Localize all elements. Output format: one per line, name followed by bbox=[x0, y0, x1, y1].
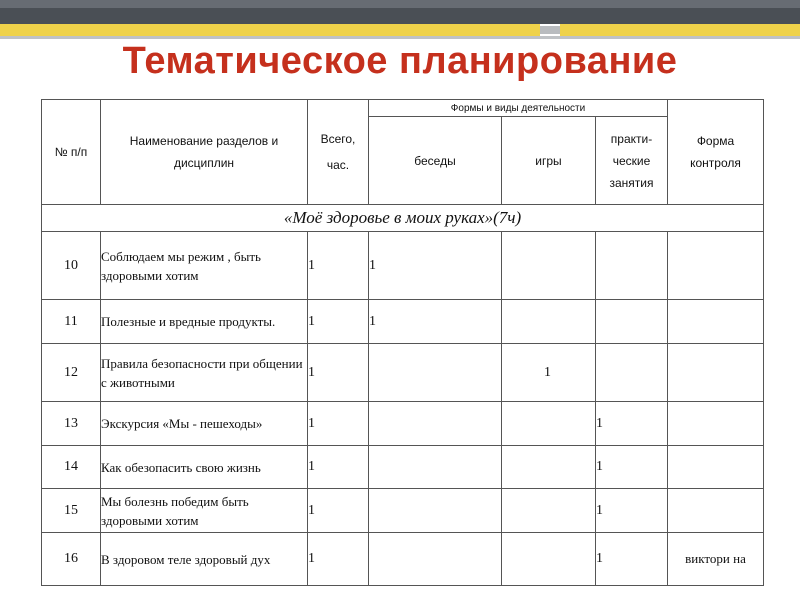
row-num: 16 bbox=[42, 533, 101, 586]
table-row bbox=[42, 232, 764, 300]
header-total bbox=[308, 100, 369, 205]
row-topic: Полезные и вредные продукты. bbox=[101, 300, 308, 344]
row-num: 10 bbox=[42, 232, 101, 300]
row-practice bbox=[596, 300, 668, 344]
row-practice: 1 bbox=[596, 533, 668, 586]
row-games: 1 bbox=[502, 344, 596, 402]
section-title: «Моё здоровье в моих руках»(7ч) bbox=[42, 205, 764, 232]
row-practice: 1 bbox=[596, 489, 668, 533]
header-total-line1: Всего, bbox=[320, 132, 356, 146]
row-num: 13 bbox=[42, 402, 101, 446]
row-talks bbox=[369, 344, 502, 402]
header-num: № п/п bbox=[42, 100, 101, 205]
row-talks: 1 bbox=[369, 232, 502, 300]
header-total-line2: час. bbox=[326, 158, 350, 172]
row-topic: В здоровом теле здоровый дух bbox=[101, 533, 308, 586]
row-total: 1 bbox=[308, 489, 369, 533]
row-total: 1 bbox=[308, 344, 369, 402]
row-total: 1 bbox=[308, 533, 369, 586]
planning-table bbox=[41, 99, 764, 586]
section-row bbox=[42, 205, 764, 232]
row-control bbox=[668, 402, 764, 446]
row-games bbox=[502, 446, 596, 489]
row-control bbox=[668, 344, 764, 402]
row-practice bbox=[596, 232, 668, 300]
header-control: Форма контроля bbox=[668, 100, 764, 205]
row-practice: 1 bbox=[596, 446, 668, 489]
table-row bbox=[42, 533, 764, 586]
row-practice bbox=[596, 344, 668, 402]
table-row bbox=[42, 300, 764, 344]
row-total: 1 bbox=[308, 446, 369, 489]
header-practice: практи-ческие занятия bbox=[596, 117, 668, 205]
row-total: 1 bbox=[308, 402, 369, 446]
row-games bbox=[502, 232, 596, 300]
row-talks: 1 bbox=[369, 300, 502, 344]
row-topic: Как обезопасить свою жизнь bbox=[101, 446, 308, 489]
table-row bbox=[42, 446, 764, 489]
header-bar-highlight bbox=[0, 0, 800, 8]
row-games bbox=[502, 300, 596, 344]
row-control bbox=[668, 300, 764, 344]
row-num: 11 bbox=[42, 300, 101, 344]
row-control bbox=[668, 446, 764, 489]
header-talks: беседы bbox=[369, 117, 502, 205]
row-talks bbox=[369, 446, 502, 489]
header-forms-group: Формы и виды деятельности bbox=[369, 100, 668, 117]
row-games bbox=[502, 533, 596, 586]
row-games bbox=[502, 402, 596, 446]
row-topic: Соблюдаем мы режим , быть здоровыми хотим bbox=[101, 232, 308, 300]
row-topic: Экскурсия «Мы - пешеходы» bbox=[101, 402, 308, 446]
header-name: Наименование разделов и дисциплин bbox=[101, 100, 308, 205]
row-talks bbox=[369, 402, 502, 446]
accent-bar-yellow-right bbox=[560, 24, 800, 36]
row-talks bbox=[369, 533, 502, 586]
row-games bbox=[502, 489, 596, 533]
table-row bbox=[42, 402, 764, 446]
row-talks bbox=[369, 489, 502, 533]
accent-bar-gray bbox=[540, 26, 560, 34]
row-control: виктори на bbox=[668, 533, 764, 586]
row-num: 14 bbox=[42, 446, 101, 489]
row-total: 1 bbox=[308, 232, 369, 300]
header-games: игры bbox=[502, 117, 596, 205]
table-row bbox=[42, 344, 764, 402]
row-topic: Правила безопасности при общении с животными bbox=[101, 344, 308, 402]
row-topic: Мы болезнь победим быть здоровыми хотим bbox=[101, 489, 308, 533]
row-num: 15 bbox=[42, 489, 101, 533]
accent-line bbox=[0, 36, 800, 39]
row-control bbox=[668, 232, 764, 300]
row-control bbox=[668, 489, 764, 533]
row-num: 12 bbox=[42, 344, 101, 402]
accent-bar-yellow bbox=[0, 24, 540, 36]
row-total: 1 bbox=[308, 300, 369, 344]
slide-title: Тематическое планирование bbox=[122, 40, 678, 82]
row-practice: 1 bbox=[596, 402, 668, 446]
table-row bbox=[42, 489, 764, 533]
